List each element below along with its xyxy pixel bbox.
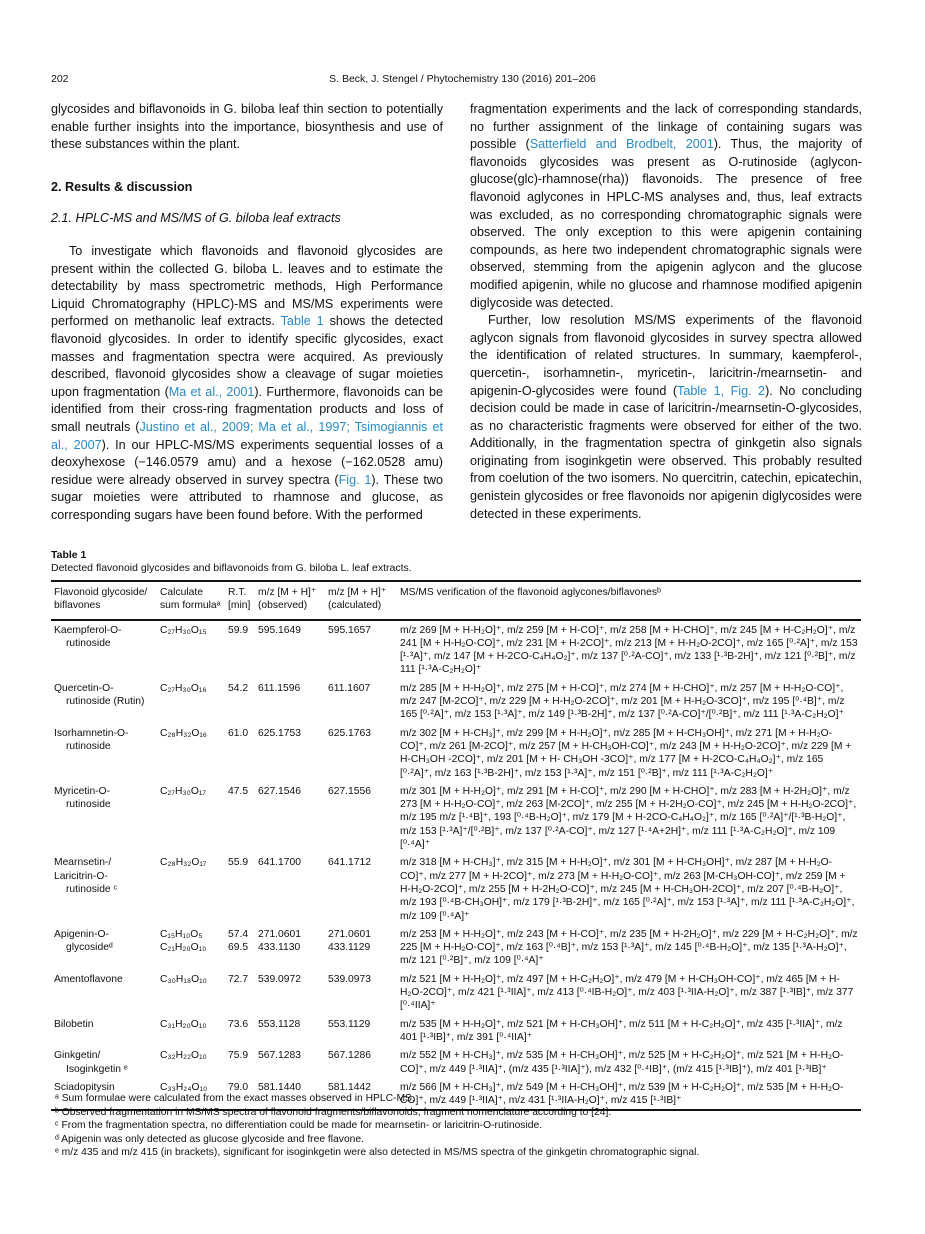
formula-text: C₁₅H₁₀O₅ [160,928,203,940]
paragraph: glycosides and biflavonoids in G. biloba leaf thin section to potentially enable further insights into the importance, biosynthesis and use of these substances within the plant. [51,102,443,152]
link-fig1[interactable]: Fig. 1 [338,472,372,487]
formula-text: C₂₇H₃₀O₁₅ [160,624,207,636]
table-cell [397,620,861,679]
column-header: MS/MS verification of the flavonoid aglycones/biflavonesᵇ [400,587,661,598]
table-caption-text: Detected flavonoid glycosides and biflavonoids from G. biloba L. leaf extracts. [51,562,412,574]
table-cell [157,853,225,924]
table-cell [397,1046,861,1078]
table-cell [255,1015,325,1047]
table-row [51,925,861,970]
table-cell [325,970,397,1015]
rt-text: 54.2 [228,682,249,694]
name2-text: rutinoside ᶜ [66,883,118,895]
table-cell [225,1015,255,1047]
table-cell [51,1046,157,1078]
calc-text: 567.1286 [328,1050,371,1062]
rt-text: 61.0 [228,727,249,739]
table-row [51,679,861,724]
rt2-text: 69.5 [228,942,249,954]
table-cell [397,925,861,970]
table-cell [255,724,325,782]
table-cell [51,853,157,924]
table-cell [255,925,325,970]
msms-text: m/z 269 [M + H-H₂O]⁺, m/z 259 [M + H-CO]⁺, m/z 258 [M + H-CHO]⁺, m/z 245 [M + H-C₂H₂O]⁺, m/z 241 [M + H-H₂O-CO]⁺, m/z 231 [M + H-2CO]⁺, m/z 213 [M + H-H₂O-2CO]⁺, m/z 165 [⁰·²A]⁺, m/z 153 [¹·³A]⁺, m/z 147 [M + H-2CO-C₄H₄O₂]⁺, m/z 137 [⁰·²A-CO]⁺, m/z 133 [¹·³B-2H]⁺, m/z 121 [⁰·²B]⁺, m/z 111 [¹·³A-C₂H₂O]⁺ [400,624,858,676]
table-row [51,1015,861,1047]
name1-text: Mearnsetin-/ Laricitrin-O- [54,857,112,882]
name1-text: Myricetin-O- [54,785,111,797]
formula2-text: C₂₁H₂₀O₁₀ [160,942,207,954]
table-row [51,620,861,679]
table-cell [325,724,397,782]
table-cell [325,925,397,970]
formula-text: C₂₇H₃₀O₁₇ [160,785,206,797]
running-head: S. Beck, J. Stengel / Phytochemistry 130 (2016) 201–206 [329,73,596,85]
table-cell [157,1015,225,1047]
footnote: ᵃ Sum formulae were calculated from the exact masses observed in HPLC-MS. [55,1093,415,1104]
table-caption [51,549,412,575]
link-ma2001[interactable]: Ma et al., 2001 [168,384,255,399]
rt-text: 79.0 [228,1081,249,1093]
name1-text: Quercetin-O- [54,682,114,694]
formula-text: C₂₇H₃₀O₁₆ [160,682,207,694]
table-cell [255,620,325,679]
calc-text: 641.1712 [328,857,371,869]
rt-text: 73.6 [228,1018,249,1030]
page-number: 202 [51,73,69,85]
name2-text: rutinoside [66,637,111,649]
table-cell [157,925,225,970]
table-cell [157,620,225,679]
table-cell [225,620,255,679]
table-cell [225,724,255,782]
table-cell [255,782,325,853]
table-cell [325,1015,397,1047]
rt-text: 59.9 [228,624,249,636]
obs-text: 611.1596 [258,682,301,694]
obs-text: 627.1546 [258,785,301,797]
link-table1[interactable]: Table 1 [280,314,324,329]
calc-text: 627.1556 [328,785,371,797]
name1-text: Kaempferol-O- [54,624,122,636]
calc-text: 553.1129 [328,1018,371,1030]
rt-text: 75.9 [228,1050,249,1062]
table-cell [325,853,397,924]
table-cell [397,970,861,1015]
table-cell [157,970,225,1015]
text: fragmentation experiments and the lack of corresponding standards, no further assignment of the linkage of containing sugars was possible ( [470,102,862,152]
name1-text: Ginkgetin/ [54,1050,101,1062]
obs-text: 539.0972 [258,973,301,985]
table-cell [51,925,157,970]
table-cell [225,970,255,1015]
column-header: R.T. [min] [228,587,251,612]
obs-text: 595.1649 [258,624,301,636]
table-row [51,724,861,782]
table-cell [325,679,397,724]
msms-text: m/z 253 [M + H-H₂O]⁺, m/z 243 [M + H-CO]⁺, m/z 235 [M + H-2H₂O]⁺, m/z 229 [M + H-C₂H₂O]⁺, m/z 225 [M + H-H₂O-CO]⁺, m/z 163 [⁰·⁴B]⁺, m/z 153 [¹·³A]⁺, m/z 145 [⁰·⁴B-H₂O]⁺, m/z 135 [¹·³A-H₂O]⁺, m/z 121 [⁰·²B]⁺, m/z 109 [⁰·⁴A]⁺ [400,928,858,967]
formula-text: C₂₈H₃₂O₁₆ [160,727,207,739]
column-header: Flavonoid glycoside/ biflavones [54,587,148,612]
msms-text: m/z 521 [M + H-H₂O]⁺, m/z 497 [M + H-C₂H₂O]⁺, m/z 479 [M + H-CH₃OH-CO]⁺, m/z 465 [M + H-H₂O-2CO]⁺, m/z 421 [¹·³IIA]⁺, m/z 413 [⁰·⁴IB-H₂O]⁺, m/z 403 [¹·³IIA-H₂O]⁺, m/z 387 [¹·³IB]⁺, m/z 377 [⁰·⁴IIA]⁺ [400,973,854,1012]
table-cell [397,724,861,782]
name1-text: Amentoflavone [54,973,123,985]
formula-text: C₃₃H₂₄O₁₀ [160,1081,208,1093]
column-header: m/z [M + H]⁺ (calculated) [328,587,387,612]
msms-text: m/z 535 [M + H-H₂O]⁺, m/z 521 [M + H-CH₃OH]⁺, m/z 511 [M + H-C₂H₂O]⁺, m/z 435 [¹·³IIA]⁺, m/z 401 [¹·³IB]⁺, m/z 391 [⁰·⁴IIA]⁺ [400,1018,843,1043]
footnote: ᵈ Apigenin was only detected as glucose glycoside and free flavone. [55,1133,364,1145]
footnote: ᵇ Observed fragmentation in MS/MS spectra of flavonoid fragments/biflavonoids, fragment nomenclature according to [24]. [55,1106,612,1118]
table-cell [51,782,157,853]
name1-text: Sciadopitysin [54,1081,115,1093]
msms-text: m/z 302 [M + H-CH₃]⁺, m/z 299 [M + H-H₂O]⁺, m/z 285 [M + H-CH₃OH]⁺, m/z 271 [M + H-H₂O-CO]⁺, m/z 261 [M-2CO]⁺, m/z 257 [M + H-CH₃OH-CO]⁺, m/z 243 [M + H-H₂O-2CO]⁺, m/z 229 [M + H-CH₃OH -2CO]⁺, m/z 201 [M + H- CH₃OH -3CO]⁺, m/z 177 [M + H-2CO-C₄H₄O₂]⁺, m/z 165 [⁰·²A]⁺, m/z 163 [¹·³B-2H]⁺, m/z 153 [¹·³A]⁺, m/z 151 [⁰·²B]⁺, m/z 111 [¹·³A-C₂H₂O]⁺ [400,727,852,779]
table-cell [397,1015,861,1047]
table-label: Table 1 [51,549,87,561]
name2-text: rutinoside [66,799,111,811]
table-cell [325,620,397,679]
name2-text: Isoginkgetin ᵉ [66,1063,128,1075]
calc2-text: 433.1129 [328,942,371,954]
rt-text: 55.9 [228,857,249,869]
table-cell [255,679,325,724]
text: Further, low resolution MS/MS experiments of the flavonoid aglycon signals from flavonoid glycosides in survey spectra allowed the identification of related structures. In summary, kaempferol-, quercetin-, isorhamnetin-, myricetin-, laricitrin-/mearnsetin- and apigenin-O-glycosides were found ( [470,313,862,398]
rt-text: 72.7 [228,973,249,985]
table-row [51,782,861,853]
table-row [51,853,861,924]
table-cell [397,782,861,853]
name2-text: rutinoside (Rutin) [66,696,145,708]
calc-text: 271.0601 [328,928,371,940]
formula-text: C₃₂H₂₂O₁₀ [160,1050,207,1062]
column-header: Calculate sum formulaᵃ [160,587,221,612]
name1-text: Isorhamnetin-O- [54,727,129,739]
paragraph [51,243,443,525]
table-cell [51,1015,157,1047]
calc-text: 625.1763 [328,727,371,739]
table-cell [325,782,397,853]
subsection-heading: 2.1. HPLC-MS and MS/MS of G. biloba leaf extracts [51,211,341,226]
column-header: m/z [M + H]⁺ (observed) [258,587,317,612]
paragraph [470,101,862,312]
left-column [51,101,443,524]
obs-text: 567.1283 [258,1050,301,1062]
formula-text: C₃₁H₂₀O₁₀ [160,1018,207,1030]
obs-text: 581.1440 [258,1081,301,1093]
calc-text: 581.1442 [328,1081,371,1093]
obs-text: 641.1700 [258,857,301,869]
right-column [470,101,862,523]
table-cell [51,970,157,1015]
calc-text: 595.1657 [328,624,371,636]
footnote: ᵉ m/z 435 and m/z 415 (in brackets), significant for isoginkgetin were also detected in MS/MS spectra of the ginkgetin chromatographic signal. [55,1147,700,1159]
table-cell [397,853,861,924]
table-footnotes [55,1092,699,1160]
name1-text: Apigenin-O- [54,928,109,940]
text: ). In our HPLC-MS/MS experiments sequential losses of a deoxyhexose (−146.0579 amu) and a hexose (−162.0528 amu) residue were already observed in survey spectra ( [51,437,443,487]
calc-text: 611.1607 [328,682,371,694]
text: ). Furthermore, flavonoids can be identified from their cross-ring fragmentation products and loss of small neutrals ( [51,384,443,434]
footnote: ᶜ From the fragmentation spectra, no differentiation could be made for mearnsetin- or laricitrin-O-rutinoside. [55,1120,543,1132]
text: To investigate which flavonoids and flavonoid glycosides are present within the collected G. biloba L. leaves and to estimate the detectability by mass spectrometric methods, High Performance Liquid Chromatography (HPLC)-MS and MS/MS experiments were performed on methanolic leaf extracts. [51,243,443,329]
msms-text: m/z 566 [M + H-CH₃]⁺, m/z 549 [M + H-CH₃OH]⁺, m/z 539 [M + H-C₂H₂O]⁺, m/z 535 [M + H-H₂O-CO]⁺, m/z 449 [¹·³IIA]⁺, m/z 431 [¹·³IIA-H₂O]⁺, m/z 415 [¹·³IB]⁺ [400,1081,844,1107]
table-cell [51,620,157,679]
section-heading: 2. Results & discussion [51,179,193,194]
table-row [51,1046,861,1078]
table-cell [225,782,255,853]
table-cell [225,679,255,724]
obs-text: 553.1128 [258,1018,301,1030]
calc-text: 539.0973 [328,973,371,985]
table-header-row [51,581,861,620]
msms-text: m/z 552 [M + H-CH₃]⁺, m/z 535 [M + H-CH₃OH]⁺, m/z 525 [M + H-C₂H₂O]⁺, m/z 521 [M + H-H₂O-CO]⁺, m/z 449 [¹·³IIA]⁺, (m/z 435 [¹·³IIA]⁺), m/z 432 [⁰·⁴IB]⁺, (m/z 415 [¹·³IB]⁺), m/z 401 [¹·³IB]⁺ [400,1050,844,1075]
table-row [51,970,861,1015]
table-cell [255,853,325,924]
table-cell [157,1046,225,1078]
link-refs[interactable]: Justino et al., 2009; Ma et al., 1997; Tsimogiannis et al., 2007 [51,419,443,452]
table-cell [225,925,255,970]
table-cell [255,970,325,1015]
link-satterfield[interactable]: Satterfield and Brodbelt, 2001 [529,137,714,152]
table-cell [225,853,255,924]
text: ). Thus, the majority of flavonoids glycosides was present as O-rutinoside (aglycon-glucose(glc)-rhamnose(rha)) flavonoids. The presence of free flavonoid aglycones in HPLC-MS analyses and, thus, leaf extracts was excluded, as no corresponding chromatographic signals were observed. The only exception to this were apigenin containing compounds, as here two independent chromatographic signals were observed, stemming from the apigenin aglycon and the glucose modified apigenin, while no glucose and rhamnose modified apigenin diglycoside was detected. [470,137,862,310]
name2-text: glycosideᵈ [66,942,113,954]
name2-text: rutinoside [66,740,111,752]
obs-text: 625.1753 [258,727,301,739]
rt-text: 47.5 [228,785,249,797]
text: ). No concluding decision could be made in case of laricitrin-/mearnsetin-O-glycosides, as no characteristic fragments were observed for either of the two. Additionally, in the fragmentation spectra of ginkgetin also signals originating from isoginkgetin were observed. This probably resulted from coelution of the two isomers. No quercitrin, catechin, epicatechin, genistein glycosides or free flavonoids nor apigenin diglycosides were detected in these experiments. [470,383,863,521]
msms-text: m/z 301 [M + H-H₂O]⁺, m/z 291 [M + H-CO]⁺, m/z 290 [M + H-CHO]⁺, m/z 283 [M + H-2H₂O]⁺, m/z 273 [M + H-H₂O-CO]⁺, m/z 263 [M-2CO]⁺, m/z 255 [M + H-2H₂O-CO]⁺, m/z 245 [M + H-H₂O-2CO]⁺, m/z 195 m/z [¹·⁴B]⁺, 193 [⁰·⁴B-H₂O]⁺, m/z 179 [M + H-2CO-C₄H₄O₂]⁺, m/z 165 [⁰·²A]⁺/[¹·³B-H₂O]⁺, m/z 153 [¹·³A]⁺/[⁰·²B]⁺, m/z 137 [⁰·²A-CO]⁺, m/z 127 [¹·⁴A+2H]⁺, m/z 111 [¹·³A-C₂H₂O]⁺, m/z 109 [⁰·⁴A]⁺ [400,785,857,851]
table-cell [51,679,157,724]
table-cell [325,1046,397,1078]
obs2-text: 433.1130 [258,942,301,954]
name1-text: Bilobetin [54,1018,94,1030]
table-cell [255,1046,325,1078]
table-cell [157,679,225,724]
text: shows the detected flavonoid glycosides. In order to identify specific glycosides, exact masses and fragmentation spectra were acquired. As previously described, flavonoid glycosides show a cleavage of sugar moieties upon fragmentation ( [51,314,443,399]
formula-text: C₂₈H₃₂O₁₇ [160,857,207,869]
table-cell [225,1046,255,1078]
table-cell [51,724,157,782]
results-table [51,580,861,1111]
table-cell [157,782,225,853]
msms-text: m/z 318 [M + H-CH₃]⁺, m/z 315 [M + H-H₂O]⁺, m/z 301 [M + H-CH₃OH]⁺, m/z 287 [M + H-H₂O-CO]⁺, m/z 277 [M + H-2CO]⁺, m/z 273 [M + H-H₂O-CO]⁺, m/z 263 [M-CH₃OH-CO]⁺, m/z 259 [M + H-H₂O-2CO]⁺, m/z 255 [M + H-2H₂O-CO]⁺, m/z 245 [M + H-CH₃OH-2CO]⁺, m/z 207 [⁰·⁴B-H₂O]⁺, m/z 193 [⁰·⁴B-CH₃OH]⁺, m/z 179 [¹·³B-2H]⁺, m/z 165 [⁰·²A]⁺, m/z 153 [¹·³A]⁺, m/z 111 [¹·³A-C₂H₂O]⁺, m/z 109 [⁰·⁴A]⁺ [400,857,855,922]
table-cell [157,724,225,782]
formula-text: C₃₀H₁₈O₁₀ [160,973,207,985]
text: ). These two sugar moieties were attributed to rhamnose and glucose, as corresponding sugars have been found before. With the performed [51,472,443,522]
obs-text: 271.0601 [258,928,301,940]
msms-text: m/z 285 [M + H-H₂O]⁺, m/z 275 [M + H-CO]⁺, m/z 274 [M + H-CHO]⁺, m/z 257 [M + H-H₂O-CO]⁺, m/z 247 [M-2CO]⁺, m/z 229 [M + H-H₂O-2CO]⁺, m/z 201 [M + H-H₂O-3CO]⁺, m/z 195 [⁰·⁴B]⁺, m/z 165 [⁰·²A]⁺, m/z 153 [¹·³A]⁺, m/z 149 [¹·³B-2H]⁺, m/z 137 [⁰·²A-CO]⁺/[⁰·²B]⁺, m/z 111 [¹·³A-C₂H₂O]⁺ [400,682,845,721]
paragraph [470,312,862,523]
rt-text: 57.4 [228,928,249,940]
table-cell [397,679,861,724]
link-table1-fig2[interactable]: Table 1, Fig. 2 [677,383,766,398]
